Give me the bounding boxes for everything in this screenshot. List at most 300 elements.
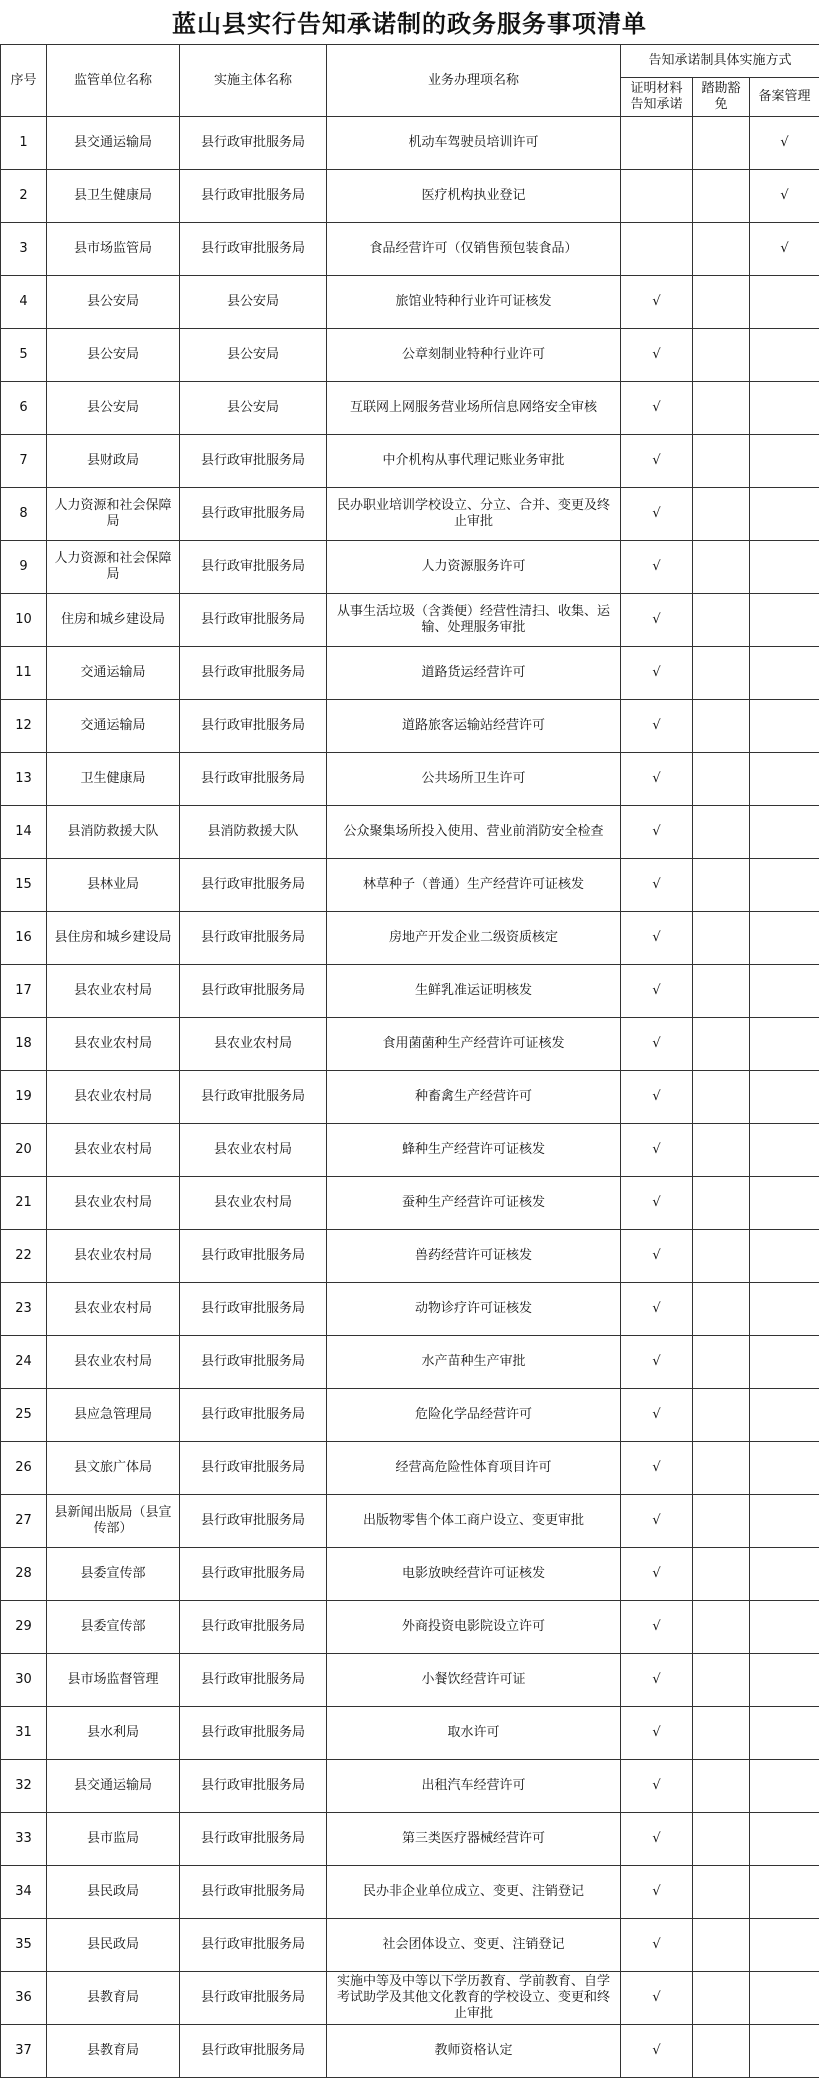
cell-mode-inspection-exempt bbox=[693, 1919, 750, 1972]
table-row bbox=[1, 488, 819, 541]
cell-mode-proof-commitment: √ bbox=[621, 647, 693, 700]
cell-mode-proof-commitment: √ bbox=[621, 1495, 693, 1548]
cell-supervisor: 县消防救援大队 bbox=[47, 806, 180, 859]
cell-mode-inspection-exempt bbox=[693, 1018, 750, 1071]
cell-mode-proof-commitment: √ bbox=[621, 2025, 693, 2078]
cell-mode-proof-commitment: √ bbox=[621, 1760, 693, 1813]
cell-executor: 县行政审批服务局 bbox=[180, 1389, 327, 1442]
table-row bbox=[1, 1389, 819, 1442]
table-row bbox=[1, 1654, 819, 1707]
cell-mode-proof-commitment: √ bbox=[621, 753, 693, 806]
cell-mode-inspection-exempt bbox=[693, 594, 750, 647]
cell-item: 中介机构从事代理记账业务审批 bbox=[327, 435, 621, 488]
cell-seq: 27 bbox=[1, 1495, 47, 1548]
cell-mode-proof-commitment: √ bbox=[621, 1230, 693, 1283]
cell-mode-filing bbox=[750, 647, 819, 700]
table-row bbox=[1, 435, 819, 488]
cell-mode-proof-commitment: √ bbox=[621, 1919, 693, 1972]
cell-mode-filing bbox=[750, 382, 819, 435]
cell-mode-inspection-exempt bbox=[693, 435, 750, 488]
cell-seq: 30 bbox=[1, 1654, 47, 1707]
table-row bbox=[1, 276, 819, 329]
table-row bbox=[1, 1442, 819, 1495]
header-mode-group: 告知承诺制具体实施方式 bbox=[621, 45, 819, 78]
cell-mode-inspection-exempt bbox=[693, 1972, 750, 2025]
cell-seq: 7 bbox=[1, 435, 47, 488]
table-row bbox=[1, 1813, 819, 1866]
cell-mode-inspection-exempt bbox=[693, 1654, 750, 1707]
cell-mode-inspection-exempt bbox=[693, 1336, 750, 1389]
cell-supervisor: 县农业农村局 bbox=[47, 1283, 180, 1336]
cell-mode-proof-commitment: √ bbox=[621, 1442, 693, 1495]
cell-mode-inspection-exempt bbox=[693, 1389, 750, 1442]
cell-supervisor: 交通运输局 bbox=[47, 647, 180, 700]
cell-mode-filing bbox=[750, 700, 819, 753]
cell-mode-proof-commitment: √ bbox=[621, 435, 693, 488]
cell-mode-filing bbox=[750, 1336, 819, 1389]
cell-mode-filing bbox=[750, 859, 819, 912]
cell-executor: 县行政审批服务局 bbox=[180, 2025, 327, 2078]
cell-executor: 县行政审批服务局 bbox=[180, 435, 327, 488]
cell-executor: 县行政审批服务局 bbox=[180, 488, 327, 541]
cell-mode-filing: √ bbox=[750, 117, 819, 170]
cell-mode-filing bbox=[750, 1919, 819, 1972]
cell-mode-filing: √ bbox=[750, 170, 819, 223]
cell-mode-filing bbox=[750, 753, 819, 806]
cell-supervisor: 人力资源和社会保障局 bbox=[47, 488, 180, 541]
document-title: 蓝山县实行告知承诺制的政务服务事项清单 bbox=[172, 10, 647, 38]
cell-mode-proof-commitment: √ bbox=[621, 488, 693, 541]
cell-mode-filing bbox=[750, 488, 819, 541]
cell-mode-filing bbox=[750, 541, 819, 594]
cell-seq: 15 bbox=[1, 859, 47, 912]
cell-executor: 县农业农村局 bbox=[180, 1124, 327, 1177]
cell-item: 教师资格认定 bbox=[327, 2025, 621, 2078]
cell-item: 公众聚集场所投入使用、营业前消防安全检查 bbox=[327, 806, 621, 859]
cell-executor: 县行政审批服务局 bbox=[180, 541, 327, 594]
cell-supervisor: 县委宣传部 bbox=[47, 1601, 180, 1654]
cell-executor: 县行政审批服务局 bbox=[180, 1283, 327, 1336]
cell-mode-filing bbox=[750, 1230, 819, 1283]
cell-mode-filing bbox=[750, 1654, 819, 1707]
table-row bbox=[1, 1601, 819, 1654]
cell-item: 社会团体设立、变更、注销登记 bbox=[327, 1919, 621, 1972]
cell-item: 电影放映经营许可证核发 bbox=[327, 1548, 621, 1601]
cell-mode-filing bbox=[750, 1972, 819, 2025]
cell-mode-filing bbox=[750, 1124, 819, 1177]
cell-supervisor: 县交通运输局 bbox=[47, 117, 180, 170]
cell-executor: 县公安局 bbox=[180, 276, 327, 329]
cell-mode-filing bbox=[750, 435, 819, 488]
cell-executor: 县公安局 bbox=[180, 329, 327, 382]
cell-mode-proof-commitment: √ bbox=[621, 1601, 693, 1654]
cell-executor: 县行政审批服务局 bbox=[180, 1866, 327, 1919]
cell-item: 第三类医疗器械经营许可 bbox=[327, 1813, 621, 1866]
cell-seq: 1 bbox=[1, 117, 47, 170]
cell-mode-inspection-exempt bbox=[693, 1442, 750, 1495]
cell-mode-inspection-exempt bbox=[693, 276, 750, 329]
cell-mode-inspection-exempt bbox=[693, 1760, 750, 1813]
cell-executor: 县行政审批服务局 bbox=[180, 1813, 327, 1866]
cell-mode-filing bbox=[750, 1283, 819, 1336]
cell-mode-filing bbox=[750, 1548, 819, 1601]
table-row bbox=[1, 594, 819, 647]
cell-seq: 26 bbox=[1, 1442, 47, 1495]
cell-mode-proof-commitment: √ bbox=[621, 1548, 693, 1601]
cell-supervisor: 县民政局 bbox=[47, 1919, 180, 1972]
cell-mode-inspection-exempt bbox=[693, 753, 750, 806]
cell-supervisor: 县公安局 bbox=[47, 329, 180, 382]
cell-mode-proof-commitment: √ bbox=[621, 1018, 693, 1071]
cell-mode-proof-commitment: √ bbox=[621, 1972, 693, 2025]
cell-item: 机动车驾驶员培训许可 bbox=[327, 117, 621, 170]
cell-seq: 14 bbox=[1, 806, 47, 859]
table-row bbox=[1, 541, 819, 594]
cell-mode-filing bbox=[750, 1495, 819, 1548]
cell-supervisor: 县公安局 bbox=[47, 382, 180, 435]
cell-supervisor: 县住房和城乡建设局 bbox=[47, 912, 180, 965]
cell-mode-proof-commitment: √ bbox=[621, 1813, 693, 1866]
cell-seq: 18 bbox=[1, 1018, 47, 1071]
cell-supervisor: 县新闻出版局（县宣传部） bbox=[47, 1495, 180, 1548]
cell-mode-filing bbox=[750, 1071, 819, 1124]
cell-mode-proof-commitment: √ bbox=[621, 806, 693, 859]
cell-item: 动物诊疗许可证核发 bbox=[327, 1283, 621, 1336]
cell-mode-filing bbox=[750, 329, 819, 382]
table-body bbox=[1, 117, 819, 2078]
cell-executor: 县行政审批服务局 bbox=[180, 1495, 327, 1548]
cell-supervisor: 县农业农村局 bbox=[47, 1071, 180, 1124]
cell-mode-filing bbox=[750, 1601, 819, 1654]
cell-seq: 34 bbox=[1, 1866, 47, 1919]
header-executor: 实施主体名称 bbox=[180, 45, 327, 117]
cell-item: 出版物零售个体工商户设立、变更审批 bbox=[327, 1495, 621, 1548]
table-row bbox=[1, 1707, 819, 1760]
cell-item: 食用菌菌种生产经营许可证核发 bbox=[327, 1018, 621, 1071]
cell-seq: 20 bbox=[1, 1124, 47, 1177]
cell-supervisor: 县财政局 bbox=[47, 435, 180, 488]
cell-mode-proof-commitment: √ bbox=[621, 1336, 693, 1389]
cell-supervisor: 县民政局 bbox=[47, 1866, 180, 1919]
cell-seq: 13 bbox=[1, 753, 47, 806]
table-row bbox=[1, 2025, 819, 2078]
cell-supervisor: 住房和城乡建设局 bbox=[47, 594, 180, 647]
cell-supervisor: 县公安局 bbox=[47, 276, 180, 329]
cell-mode-proof-commitment: √ bbox=[621, 965, 693, 1018]
cell-supervisor: 县林业局 bbox=[47, 859, 180, 912]
cell-executor: 县行政审批服务局 bbox=[180, 965, 327, 1018]
cell-mode-filing: √ bbox=[750, 223, 819, 276]
cell-executor: 县公安局 bbox=[180, 382, 327, 435]
cell-supervisor: 县农业农村局 bbox=[47, 1124, 180, 1177]
cell-executor: 县行政审批服务局 bbox=[180, 1601, 327, 1654]
cell-mode-inspection-exempt bbox=[693, 1548, 750, 1601]
cell-mode-proof-commitment: √ bbox=[621, 859, 693, 912]
cell-mode-inspection-exempt bbox=[693, 647, 750, 700]
cell-supervisor: 人力资源和社会保障局 bbox=[47, 541, 180, 594]
cell-mode-filing bbox=[750, 1813, 819, 1866]
cell-mode-inspection-exempt bbox=[693, 329, 750, 382]
cell-seq: 19 bbox=[1, 1071, 47, 1124]
cell-mode-proof-commitment: √ bbox=[621, 329, 693, 382]
cell-item: 取水许可 bbox=[327, 1707, 621, 1760]
cell-seq: 24 bbox=[1, 1336, 47, 1389]
service-items-table bbox=[0, 44, 819, 2078]
cell-mode-filing bbox=[750, 1707, 819, 1760]
cell-executor: 县行政审批服务局 bbox=[180, 1919, 327, 1972]
header-item: 业务办理项名称 bbox=[327, 45, 621, 117]
cell-item: 医疗机构执业登记 bbox=[327, 170, 621, 223]
header-mode-inspection-exempt: 踏勘豁免 bbox=[693, 78, 750, 117]
cell-mode-inspection-exempt bbox=[693, 1177, 750, 1230]
cell-item: 从事生活垃圾（含粪便）经营性清扫、收集、运输、处理服务审批 bbox=[327, 594, 621, 647]
cell-seq: 35 bbox=[1, 1919, 47, 1972]
cell-supervisor: 卫生健康局 bbox=[47, 753, 180, 806]
cell-seq: 11 bbox=[1, 647, 47, 700]
cell-executor: 县行政审批服务局 bbox=[180, 1707, 327, 1760]
cell-item: 种畜禽生产经营许可 bbox=[327, 1071, 621, 1124]
cell-item: 互联网上网服务营业场所信息网络安全审核 bbox=[327, 382, 621, 435]
cell-item: 公章刻制业特种行业许可 bbox=[327, 329, 621, 382]
cell-seq: 31 bbox=[1, 1707, 47, 1760]
cell-executor: 县行政审批服务局 bbox=[180, 170, 327, 223]
cell-seq: 9 bbox=[1, 541, 47, 594]
cell-mode-inspection-exempt bbox=[693, 223, 750, 276]
cell-mode-filing bbox=[750, 276, 819, 329]
cell-mode-filing bbox=[750, 912, 819, 965]
cell-mode-inspection-exempt bbox=[693, 541, 750, 594]
cell-mode-filing bbox=[750, 1760, 819, 1813]
cell-seq: 17 bbox=[1, 965, 47, 1018]
cell-supervisor: 县市场监督管理 bbox=[47, 1654, 180, 1707]
cell-mode-proof-commitment: √ bbox=[621, 541, 693, 594]
cell-mode-proof-commitment: √ bbox=[621, 912, 693, 965]
cell-item: 实施中等及中等以下学历教育、学前教育、自学考试助学及其他文化教育的学校设立、变更和终止审批 bbox=[327, 1972, 621, 2025]
cell-seq: 22 bbox=[1, 1230, 47, 1283]
cell-seq: 23 bbox=[1, 1283, 47, 1336]
cell-mode-filing bbox=[750, 2025, 819, 2078]
cell-seq: 10 bbox=[1, 594, 47, 647]
cell-mode-proof-commitment: √ bbox=[621, 382, 693, 435]
table-row bbox=[1, 647, 819, 700]
cell-item: 蚕种生产经营许可证核发 bbox=[327, 1177, 621, 1230]
cell-seq: 4 bbox=[1, 276, 47, 329]
cell-mode-filing bbox=[750, 594, 819, 647]
cell-supervisor: 县应急管理局 bbox=[47, 1389, 180, 1442]
table-row bbox=[1, 806, 819, 859]
cell-seq: 8 bbox=[1, 488, 47, 541]
table-row bbox=[1, 753, 819, 806]
cell-mode-proof-commitment bbox=[621, 223, 693, 276]
cell-mode-proof-commitment: √ bbox=[621, 1707, 693, 1760]
cell-mode-filing bbox=[750, 1389, 819, 1442]
cell-item: 兽药经营许可证核发 bbox=[327, 1230, 621, 1283]
table-row bbox=[1, 329, 819, 382]
cell-seq: 29 bbox=[1, 1601, 47, 1654]
cell-executor: 县行政审批服务局 bbox=[180, 1548, 327, 1601]
cell-item: 生鲜乳准运证明核发 bbox=[327, 965, 621, 1018]
cell-executor: 县行政审批服务局 bbox=[180, 1071, 327, 1124]
cell-executor: 县消防救援大队 bbox=[180, 806, 327, 859]
cell-executor: 县行政审批服务局 bbox=[180, 1336, 327, 1389]
cell-seq: 33 bbox=[1, 1813, 47, 1866]
cell-seq: 3 bbox=[1, 223, 47, 276]
cell-item: 民办非企业单位成立、变更、注销登记 bbox=[327, 1866, 621, 1919]
cell-executor: 县行政审批服务局 bbox=[180, 117, 327, 170]
cell-item: 经营高危险性体育项目许可 bbox=[327, 1442, 621, 1495]
cell-item: 道路货运经营许可 bbox=[327, 647, 621, 700]
cell-item: 出租汽车经营许可 bbox=[327, 1760, 621, 1813]
cell-mode-inspection-exempt bbox=[693, 1707, 750, 1760]
table-row bbox=[1, 1919, 819, 1972]
cell-supervisor: 县委宣传部 bbox=[47, 1548, 180, 1601]
cell-seq: 28 bbox=[1, 1548, 47, 1601]
table-row bbox=[1, 1495, 819, 1548]
cell-supervisor: 县卫生健康局 bbox=[47, 170, 180, 223]
cell-mode-proof-commitment: √ bbox=[621, 1389, 693, 1442]
cell-mode-filing bbox=[750, 1442, 819, 1495]
table-row bbox=[1, 1972, 819, 2025]
table-row bbox=[1, 223, 819, 276]
cell-mode-filing bbox=[750, 1018, 819, 1071]
cell-mode-inspection-exempt bbox=[693, 806, 750, 859]
table-row bbox=[1, 1866, 819, 1919]
cell-executor: 县农业农村局 bbox=[180, 1018, 327, 1071]
cell-item: 水产苗种生产审批 bbox=[327, 1336, 621, 1389]
table-row bbox=[1, 1177, 819, 1230]
cell-executor: 县行政审批服务局 bbox=[180, 1442, 327, 1495]
cell-seq: 36 bbox=[1, 1972, 47, 2025]
cell-mode-inspection-exempt bbox=[693, 1283, 750, 1336]
cell-supervisor: 县农业农村局 bbox=[47, 1230, 180, 1283]
table-row bbox=[1, 117, 819, 170]
cell-supervisor: 县交通运输局 bbox=[47, 1760, 180, 1813]
cell-mode-inspection-exempt bbox=[693, 117, 750, 170]
cell-seq: 25 bbox=[1, 1389, 47, 1442]
cell-item: 危险化学品经营许可 bbox=[327, 1389, 621, 1442]
cell-mode-inspection-exempt bbox=[693, 1813, 750, 1866]
header-mode-proof-commitment: 证明材料告知承诺 bbox=[621, 78, 693, 117]
cell-supervisor: 县水利局 bbox=[47, 1707, 180, 1760]
cell-mode-inspection-exempt bbox=[693, 912, 750, 965]
cell-mode-inspection-exempt bbox=[693, 382, 750, 435]
cell-item: 食品经营许可（仅销售预包装食品） bbox=[327, 223, 621, 276]
table-row bbox=[1, 1283, 819, 1336]
cell-mode-filing bbox=[750, 806, 819, 859]
cell-mode-proof-commitment: √ bbox=[621, 1654, 693, 1707]
cell-supervisor: 县农业农村局 bbox=[47, 1336, 180, 1389]
table-row bbox=[1, 965, 819, 1018]
cell-mode-proof-commitment: √ bbox=[621, 1283, 693, 1336]
table-row bbox=[1, 1336, 819, 1389]
cell-item: 小餐饮经营许可证 bbox=[327, 1654, 621, 1707]
table-row bbox=[1, 382, 819, 435]
cell-supervisor: 县市监局 bbox=[47, 1813, 180, 1866]
cell-item: 蜂种生产经营许可证核发 bbox=[327, 1124, 621, 1177]
cell-mode-proof-commitment: √ bbox=[621, 1177, 693, 1230]
table-row bbox=[1, 1548, 819, 1601]
header-seq: 序号 bbox=[1, 45, 47, 117]
cell-seq: 6 bbox=[1, 382, 47, 435]
cell-mode-inspection-exempt bbox=[693, 965, 750, 1018]
cell-mode-inspection-exempt bbox=[693, 1495, 750, 1548]
cell-mode-proof-commitment bbox=[621, 170, 693, 223]
cell-mode-inspection-exempt bbox=[693, 1866, 750, 1919]
cell-mode-filing bbox=[750, 1177, 819, 1230]
cell-mode-proof-commitment: √ bbox=[621, 594, 693, 647]
cell-executor: 县行政审批服务局 bbox=[180, 1230, 327, 1283]
cell-seq: 12 bbox=[1, 700, 47, 753]
cell-mode-proof-commitment: √ bbox=[621, 1866, 693, 1919]
cell-supervisor: 县农业农村局 bbox=[47, 1177, 180, 1230]
cell-executor: 县行政审批服务局 bbox=[180, 647, 327, 700]
cell-item: 旅馆业特种行业许可证核发 bbox=[327, 276, 621, 329]
cell-supervisor: 县教育局 bbox=[47, 1972, 180, 2025]
cell-mode-proof-commitment bbox=[621, 117, 693, 170]
table-row bbox=[1, 859, 819, 912]
cell-mode-filing bbox=[750, 1866, 819, 1919]
table-row bbox=[1, 1230, 819, 1283]
cell-mode-proof-commitment: √ bbox=[621, 1124, 693, 1177]
cell-item: 林草种子（普通）生产经营许可证核发 bbox=[327, 859, 621, 912]
cell-executor: 县行政审批服务局 bbox=[180, 700, 327, 753]
cell-supervisor: 交通运输局 bbox=[47, 700, 180, 753]
cell-supervisor: 县农业农村局 bbox=[47, 1018, 180, 1071]
cell-item: 民办职业培训学校设立、分立、合并、变更及终止审批 bbox=[327, 488, 621, 541]
cell-seq: 2 bbox=[1, 170, 47, 223]
cell-mode-inspection-exempt bbox=[693, 1230, 750, 1283]
cell-mode-inspection-exempt bbox=[693, 700, 750, 753]
table-row bbox=[1, 1071, 819, 1124]
table-row bbox=[1, 170, 819, 223]
cell-seq: 32 bbox=[1, 1760, 47, 1813]
cell-mode-inspection-exempt bbox=[693, 2025, 750, 2078]
cell-mode-inspection-exempt bbox=[693, 859, 750, 912]
cell-item: 人力资源服务许可 bbox=[327, 541, 621, 594]
table-row bbox=[1, 1018, 819, 1071]
cell-executor: 县行政审批服务局 bbox=[180, 753, 327, 806]
table-row bbox=[1, 700, 819, 753]
header-mode-filing: 备案管理 bbox=[750, 78, 819, 117]
cell-executor: 县农业农村局 bbox=[180, 1177, 327, 1230]
cell-mode-proof-commitment: √ bbox=[621, 700, 693, 753]
cell-mode-proof-commitment: √ bbox=[621, 1071, 693, 1124]
cell-mode-filing bbox=[750, 965, 819, 1018]
cell-seq: 21 bbox=[1, 1177, 47, 1230]
cell-item: 外商投资电影院设立许可 bbox=[327, 1601, 621, 1654]
cell-executor: 县行政审批服务局 bbox=[180, 594, 327, 647]
cell-item: 房地产开发企业二级资质核定 bbox=[327, 912, 621, 965]
cell-mode-inspection-exempt bbox=[693, 488, 750, 541]
cell-mode-inspection-exempt bbox=[693, 1124, 750, 1177]
cell-supervisor: 县市场监管局 bbox=[47, 223, 180, 276]
cell-supervisor: 县教育局 bbox=[47, 2025, 180, 2078]
cell-mode-proof-commitment: √ bbox=[621, 276, 693, 329]
cell-supervisor: 县农业农村局 bbox=[47, 965, 180, 1018]
cell-item: 道路旅客运输站经营许可 bbox=[327, 700, 621, 753]
cell-executor: 县行政审批服务局 bbox=[180, 1654, 327, 1707]
table-row bbox=[1, 1760, 819, 1813]
cell-executor: 县行政审批服务局 bbox=[180, 859, 327, 912]
cell-executor: 县行政审批服务局 bbox=[180, 223, 327, 276]
cell-executor: 县行政审批服务局 bbox=[180, 912, 327, 965]
header-supervisor: 监管单位名称 bbox=[47, 45, 180, 117]
cell-mode-inspection-exempt bbox=[693, 1601, 750, 1654]
cell-seq: 37 bbox=[1, 2025, 47, 2078]
cell-mode-inspection-exempt bbox=[693, 1071, 750, 1124]
cell-executor: 县行政审批服务局 bbox=[180, 1972, 327, 2025]
cell-mode-inspection-exempt bbox=[693, 170, 750, 223]
